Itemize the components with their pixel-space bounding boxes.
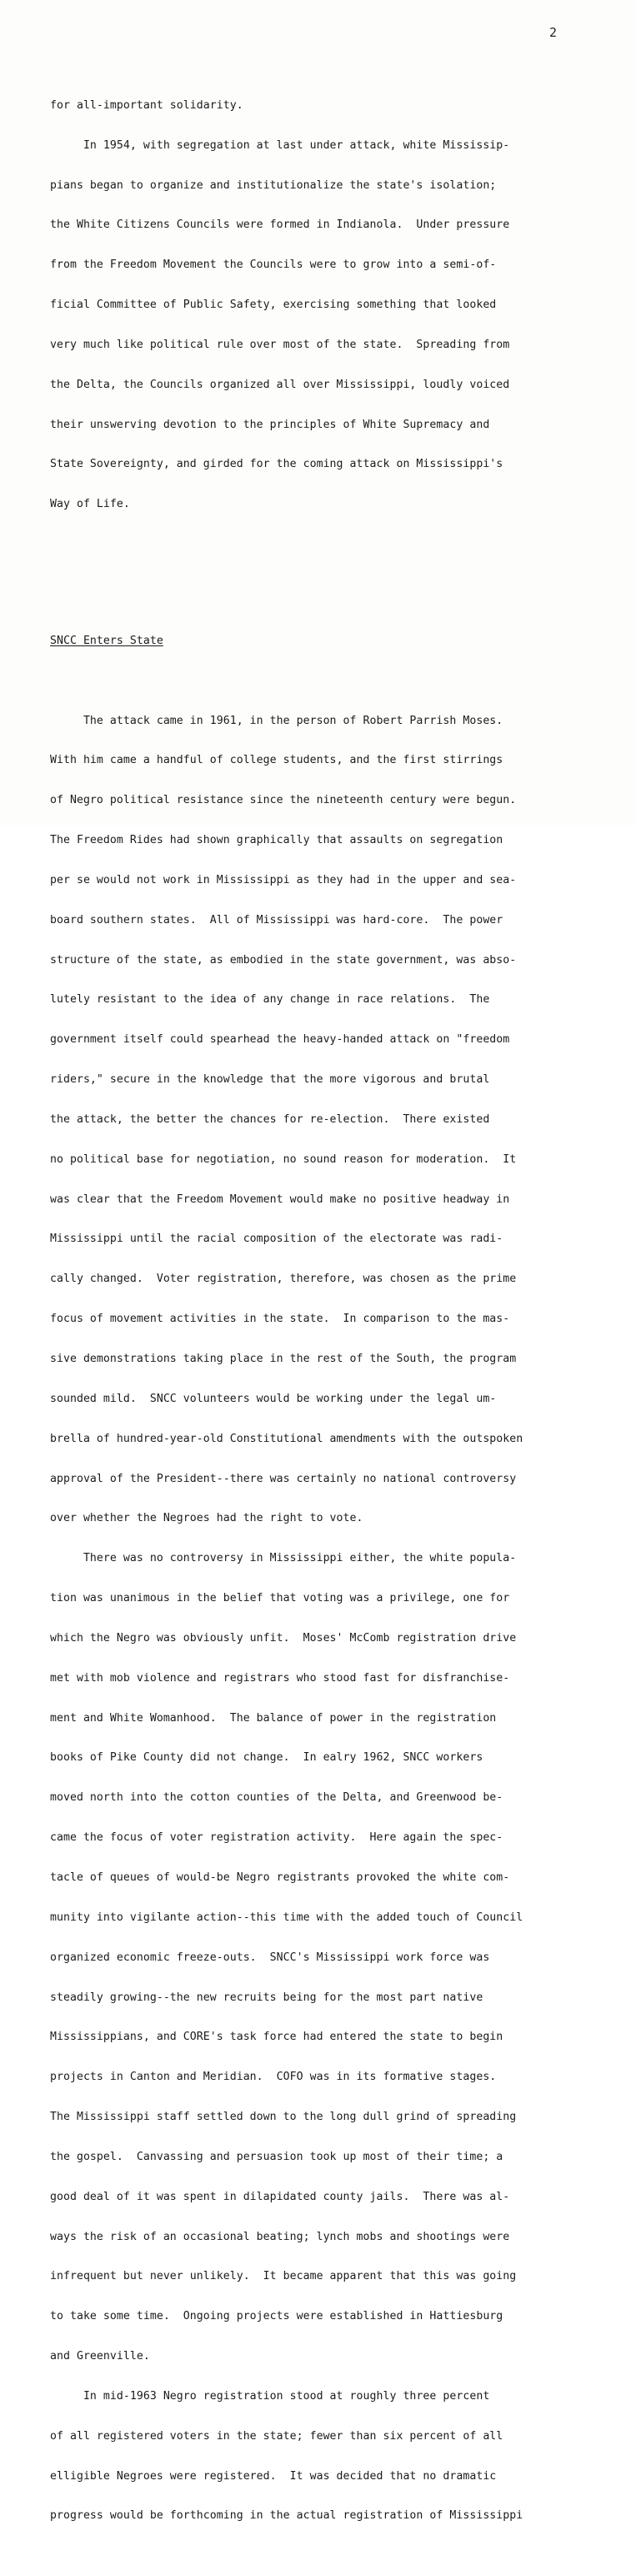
- text-line: pians began to organize and institutionalize the state's isolation;: [50, 178, 497, 192]
- text-line: sive demonstrations taking place in the rest of the South, the program: [50, 1353, 517, 1366]
- text-line: elligible Negroes were registered. It was decided that no dramatic: [50, 2469, 497, 2483]
- text-line: The Mississippi staff settled down to the long dull grind of spreading: [50, 2111, 517, 2124]
- text-line: lutely resistant to the idea of any change in race relations. The: [50, 993, 490, 1007]
- section-solidarity: [50, 73, 617, 538]
- text-line: ways the risk of an occasional beating; lynch mobs and shootings were: [50, 2230, 510, 2243]
- text-line: the White Citizens Councils were formed in Indianola. Under pressure: [50, 218, 510, 232]
- text-line: the gospel. Canvassing and persuasion took up most of their time; a: [50, 2150, 503, 2163]
- text-line: With him came a handful of college students, and the first stirrings: [50, 754, 503, 767]
- text-line: board southern states. All of Mississippi was hard-core. The power: [50, 913, 503, 926]
- text-line: tion was unanimous in the belief that voting was a privilege, one for: [50, 1592, 510, 1605]
- text-line: infrequent but never unlikely. It became apparent that this was going: [50, 2270, 517, 2283]
- body-text: [50, 46, 617, 2576]
- text-line: met with mob violence and registrars who stood fast for disfranchise-: [50, 1671, 510, 1685]
- text-line: brella of hundred-year-old Constitutional amendments with the outspoken: [50, 1432, 523, 1445]
- text-line: Mississippians, and CORE's task force had entered the state to begin: [50, 2031, 503, 2044]
- text-line: which the Negro was obviously unfit. Moses' McComb registration drive: [50, 1631, 517, 1645]
- text-line: tacle of queues of would-be Negro registrants provoked the white com-: [50, 1870, 510, 1884]
- text-line: government itself could spearhead the heavy-handed attack on "freedom: [50, 1033, 510, 1047]
- section-sncc-enters-state: [50, 688, 617, 2550]
- text-line: per se would not work in Mississippi as they had in the upper and sea-: [50, 873, 517, 886]
- section-heading: SNCC Enters State: [50, 634, 163, 647]
- text-line: for all-important solidarity.: [50, 98, 243, 112]
- text-line: over whether the Negroes had the right to vote.: [50, 1512, 363, 1525]
- text-line: to take some time. Ongoing projects were established in Hattiesburg: [50, 2310, 503, 2323]
- text-line: focus of movement activities in the state. In comparison to the mas-: [50, 1313, 510, 1326]
- text-line: books of Pike County did not change. In ealry 1962, SNCC workers: [50, 1751, 483, 1765]
- text-line: from the Freedom Movement the Councils were to grow into a semi-of-: [50, 259, 497, 272]
- text-line: organized economic freeze-outs. SNCC's Mississippi work force was: [50, 1951, 490, 1964]
- text-line: approval of the President--there was certainly no national controversy: [50, 1472, 517, 1485]
- text-line: Way of Life.: [50, 498, 130, 511]
- text-line: riders," secure in the knowledge that the more vigorous and brutal: [50, 1073, 490, 1087]
- text-line: ment and White Womanhood. The balance of power in the registration: [50, 1711, 497, 1725]
- text-line: good deal of it was spent in dilapidated county jails. There was al-: [50, 2190, 510, 2203]
- text-line: State Sovereignty, and girded for the coming attack on Mississippi's: [50, 458, 503, 471]
- text-line: projects in Canton and Meridian. COFO was in its formative stages.: [50, 2071, 497, 2084]
- text-line: was clear that the Freedom Movement would make no positive headway in: [50, 1193, 510, 1206]
- text-line: no political base for negotiation, no sound reason for moderation. It: [50, 1152, 517, 1166]
- text-line: The attack came in 1961, in the person of Robert Parrish Moses.: [50, 714, 503, 727]
- text-line: Mississippi until the racial composition of the electorate was radi-: [50, 1233, 503, 1246]
- text-line: ficial Committee of Public Safety, exercising something that looked: [50, 299, 497, 312]
- text-line: cally changed. Voter registration, therefore, was chosen as the prime: [50, 1273, 517, 1286]
- text-line: of all registered voters in the state; fewer than six percent of all: [50, 2429, 503, 2443]
- text-line: came the focus of voter registration activity. Here again the spec-: [50, 1831, 503, 1845]
- text-line: The Freedom Rides had shown graphically that assaults on segregation: [50, 834, 503, 847]
- text-line: the attack, the better the chances for re-election. There existed: [50, 1112, 490, 1126]
- text-line: very much like political rule over most of the state. Spreading from: [50, 338, 510, 351]
- text-line: sounded mild. SNCC volunteers would be working under the legal um-: [50, 1392, 497, 1405]
- text-line: progress would be forthcoming in the actual registration of Mississippi: [50, 2509, 523, 2523]
- text-line: In mid-1963 Negro registration stood at roughly three percent: [50, 2389, 490, 2403]
- text-line: their unswerving devotion to the principles of White Supremacy and: [50, 418, 490, 431]
- page-number: 2: [549, 25, 558, 40]
- text-line: steadily growing--the new recruits being for the most part native: [50, 1991, 483, 2004]
- text-line: structure of the state, as embodied in the state government, was abso-: [50, 953, 517, 967]
- text-line: the Delta, the Councils organized all over Mississippi, loudly voiced: [50, 378, 510, 391]
- text-line: In 1954, with segregation at last under attack, white Mississip-: [50, 138, 510, 152]
- paragraph-gap: [50, 578, 617, 595]
- text-line: moved north into the cotton counties of the Delta, and Greenwood be-: [50, 1791, 503, 1805]
- text-line: There was no controversy in Mississippi either, the white popula-: [50, 1552, 517, 1565]
- text-line: of Negro political resistance since the nineteenth century were begun.: [50, 794, 517, 807]
- text-line: munity into vigilante action--this time with the added touch of Council: [50, 1911, 523, 1924]
- text-line: and Greenville.: [50, 2350, 150, 2363]
